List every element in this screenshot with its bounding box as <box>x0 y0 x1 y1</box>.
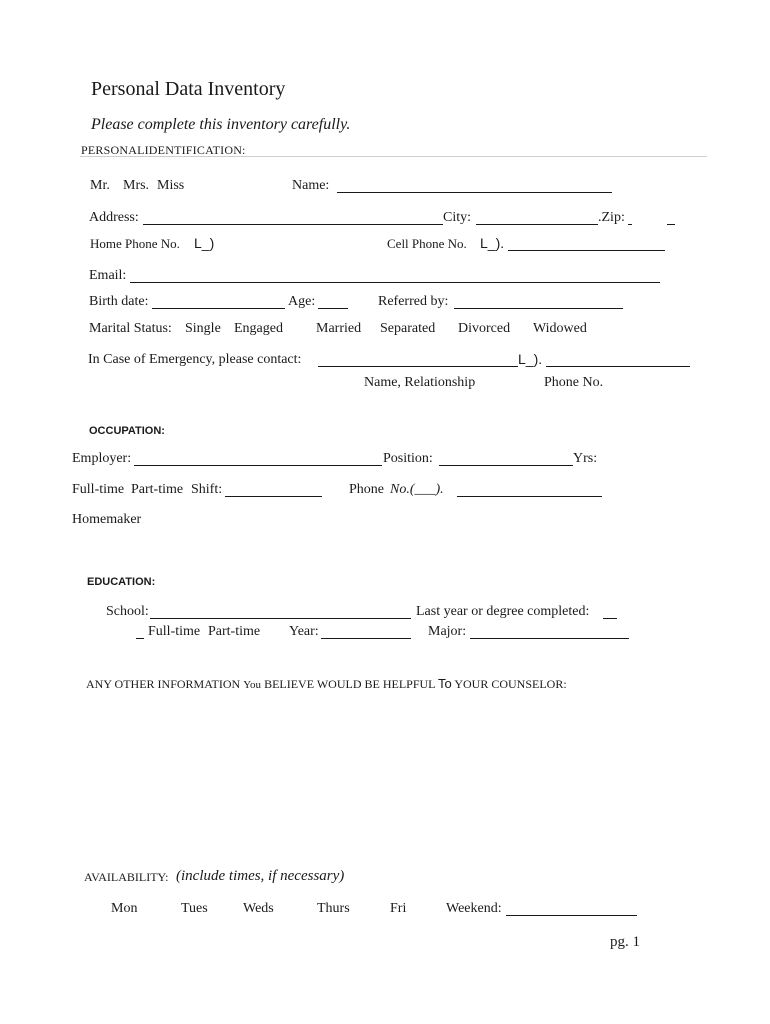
other-info-text-c: YOUR COUNSELOR: <box>451 677 567 691</box>
page-number: pg. 1 <box>610 934 640 950</box>
weekend-label: Weekend: <box>446 901 502 916</box>
cell-phone-label: Cell Phone No. <box>387 236 467 251</box>
city-field[interactable] <box>476 224 598 225</box>
last-year-field[interactable] <box>603 618 617 619</box>
occupation-fulltime-option[interactable]: Full-time <box>72 482 125 497</box>
availability-fri-option[interactable]: Fri <box>390 901 407 916</box>
marital-married-option[interactable]: Married <box>316 321 362 336</box>
other-info-text-b: BELIEVE WOULD BE HELPFUL <box>261 677 439 691</box>
marital-divorced-option[interactable]: Divorced <box>458 321 511 336</box>
cell-phone-area-field[interactable]: L_). <box>480 235 505 251</box>
email-label: Email: <box>89 268 127 283</box>
home-phone-field[interactable]: L_) <box>194 235 215 251</box>
occupation-section-heading: OCCUPATION: <box>89 425 165 437</box>
position-label: Position: <box>383 451 433 466</box>
address-field[interactable] <box>143 224 443 225</box>
shift-field[interactable] <box>225 496 322 497</box>
home-phone-label: Home Phone No. <box>90 236 180 251</box>
referred-by-field[interactable] <box>454 308 623 309</box>
age-label: Age: <box>288 294 316 309</box>
availability-label: AVAILABILITY: <box>84 870 169 884</box>
position-field[interactable] <box>439 465 573 466</box>
zip-field-ext[interactable] <box>667 224 675 225</box>
occupation-parttime-option[interactable]: Part-time <box>131 482 184 497</box>
address-label: Address: <box>89 210 139 225</box>
other-info-text-a: ANY OTHER INFORMATION <box>86 677 244 691</box>
age-field[interactable] <box>318 308 348 309</box>
year-field[interactable] <box>321 638 411 639</box>
availability-tues-option[interactable]: Tues <box>181 901 208 916</box>
marital-separated-option[interactable]: Separated <box>380 321 436 336</box>
education-fulltime-checkbox[interactable] <box>136 638 144 639</box>
shift-label: Shift: <box>191 482 223 497</box>
form-title: Personal Data Inventory <box>91 78 286 100</box>
major-field[interactable] <box>470 638 629 639</box>
other-info-text-to: To <box>438 676 452 691</box>
emergency-name-caption: Name, Relationship <box>364 375 476 390</box>
availability-mon-option[interactable]: Mon <box>111 901 138 916</box>
emergency-contact-label: In Case of Emergency, please contact: <box>88 352 302 367</box>
other-info-area[interactable] <box>86 700 686 850</box>
availability-weds-option[interactable]: Weds <box>243 901 274 916</box>
salutation-mr-option[interactable]: Mr. <box>90 178 110 193</box>
last-year-label: Last year or degree completed: <box>416 604 590 619</box>
emergency-phone-caption: Phone No. <box>544 375 604 390</box>
availability-note: (include times, if necessary) <box>176 868 345 884</box>
cell-phone-field[interactable] <box>508 250 665 251</box>
homemaker-option[interactable]: Homemaker <box>72 512 142 527</box>
personal-section-heading: PERSONALIDENTIFICATION: <box>81 143 246 157</box>
email-field[interactable] <box>130 282 660 283</box>
occupation-phone-area-field[interactable]: No.(___). <box>390 482 444 497</box>
other-info-heading <box>86 676 567 692</box>
section-divider <box>80 156 707 157</box>
marital-widowed-option[interactable]: Widowed <box>533 321 587 336</box>
school-label: School: <box>106 604 149 619</box>
marital-engaged-option[interactable]: Engaged <box>234 321 283 336</box>
emergency-contact-field[interactable] <box>318 366 518 367</box>
name-label: Name: <box>292 178 330 193</box>
marital-status-label: Marital Status: <box>89 321 172 336</box>
years-label: Yrs: <box>573 451 598 466</box>
city-label: City: <box>443 210 472 225</box>
weekend-field[interactable] <box>506 915 637 916</box>
form-subtitle: Please complete this inventory carefully. <box>91 116 351 133</box>
school-field[interactable] <box>150 618 411 619</box>
education-fulltime-option[interactable]: Full-time <box>148 624 201 639</box>
major-label: Major: <box>428 624 467 639</box>
occupation-phone-field[interactable] <box>457 496 602 497</box>
availability-thurs-option[interactable]: Thurs <box>317 901 350 916</box>
salutation-mrs-option[interactable]: Mrs. <box>123 178 150 193</box>
zip-label: .Zip: <box>598 210 625 225</box>
emergency-phone-area-field[interactable]: L_). <box>518 351 543 367</box>
salutation-miss-option[interactable]: Miss <box>157 178 185 193</box>
zip-field[interactable] <box>628 224 632 225</box>
education-parttime-option[interactable]: Part-time <box>208 624 261 639</box>
emergency-phone-field[interactable] <box>546 366 690 367</box>
birth-date-label: Birth date: <box>89 294 149 309</box>
birth-date-field[interactable] <box>152 308 285 309</box>
year-label: Year: <box>289 624 319 639</box>
name-field[interactable] <box>337 192 612 193</box>
marital-single-option[interactable]: Single <box>185 321 221 336</box>
education-section-heading: EDUCATION: <box>87 576 156 588</box>
employer-label: Employer: <box>72 451 132 466</box>
employer-field[interactable] <box>134 465 382 466</box>
occupation-phone-label: Phone <box>349 482 384 497</box>
other-info-text-you: You <box>243 679 262 691</box>
referred-by-label: Referred by: <box>378 294 449 309</box>
